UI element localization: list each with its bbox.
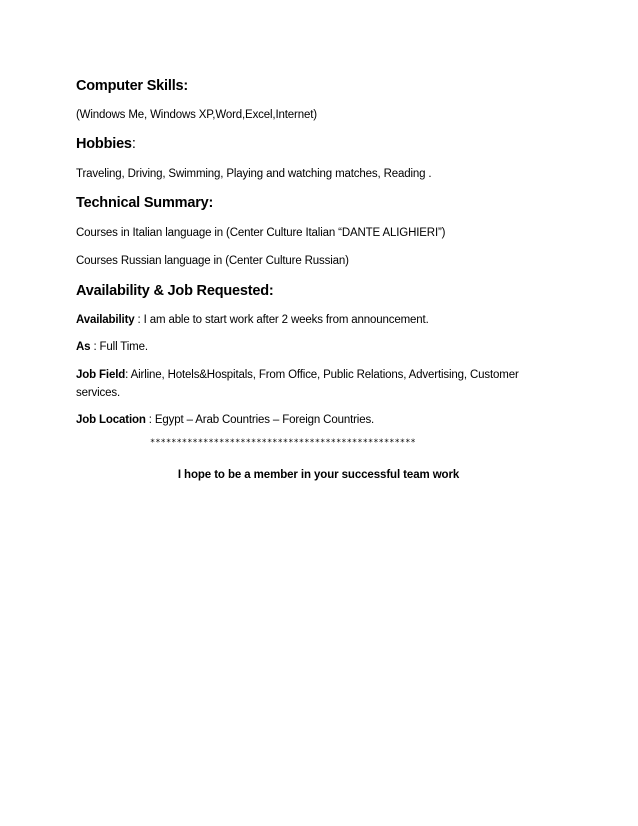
hobbies-text: Traveling, Driving, Swimming, Playing and watching matches, Reading . — [76, 168, 432, 180]
availability-label: Availability — [76, 314, 135, 326]
technical-summary-line-russian: Courses Russian language in (Center Culture Russian) — [76, 255, 349, 267]
as-label: As — [76, 341, 91, 353]
job-field-label: Job Field — [76, 369, 126, 381]
technical-summary-line-italian: Courses in Italian language in (Center Culture Italian “DANTE ALIGHIERI”) — [76, 227, 446, 239]
job-location-value: : Egypt – Arab Countries – Foreign Countries. — [145, 414, 375, 426]
asterisk-separator: ************************************************** — [150, 438, 416, 448]
availability-item — [76, 312, 429, 328]
closing-text: I hope to be a member in your successful team work — [177, 469, 460, 481]
computer-skills-text: (Windows Me, Windows XP,Word,Excel,Internet) — [76, 109, 317, 121]
as-value: : Full Time. — [90, 341, 148, 353]
hobbies-heading — [76, 136, 136, 152]
availability-value: : I am able to start work after 2 weeks from announcement. — [134, 314, 429, 326]
job-field-value: : Airline, Hotels&Hospitals, From Office, Public Relations, Advertising, Customer services. — [76, 369, 519, 399]
hobbies-heading-colon: : — [131, 136, 136, 152]
as-item — [76, 339, 148, 355]
job-location-item — [76, 412, 374, 428]
job-location-label: Job Location — [76, 414, 146, 426]
availability-heading: Availability & Job Requested: — [76, 283, 274, 299]
technical-summary-heading: Technical Summary: — [76, 195, 214, 211]
closing-statement — [0, 469, 638, 481]
job-field-item — [76, 366, 536, 402]
hobbies-heading-text: Hobbies — [76, 136, 132, 152]
computer-skills-heading: Computer Skills: — [76, 78, 189, 94]
